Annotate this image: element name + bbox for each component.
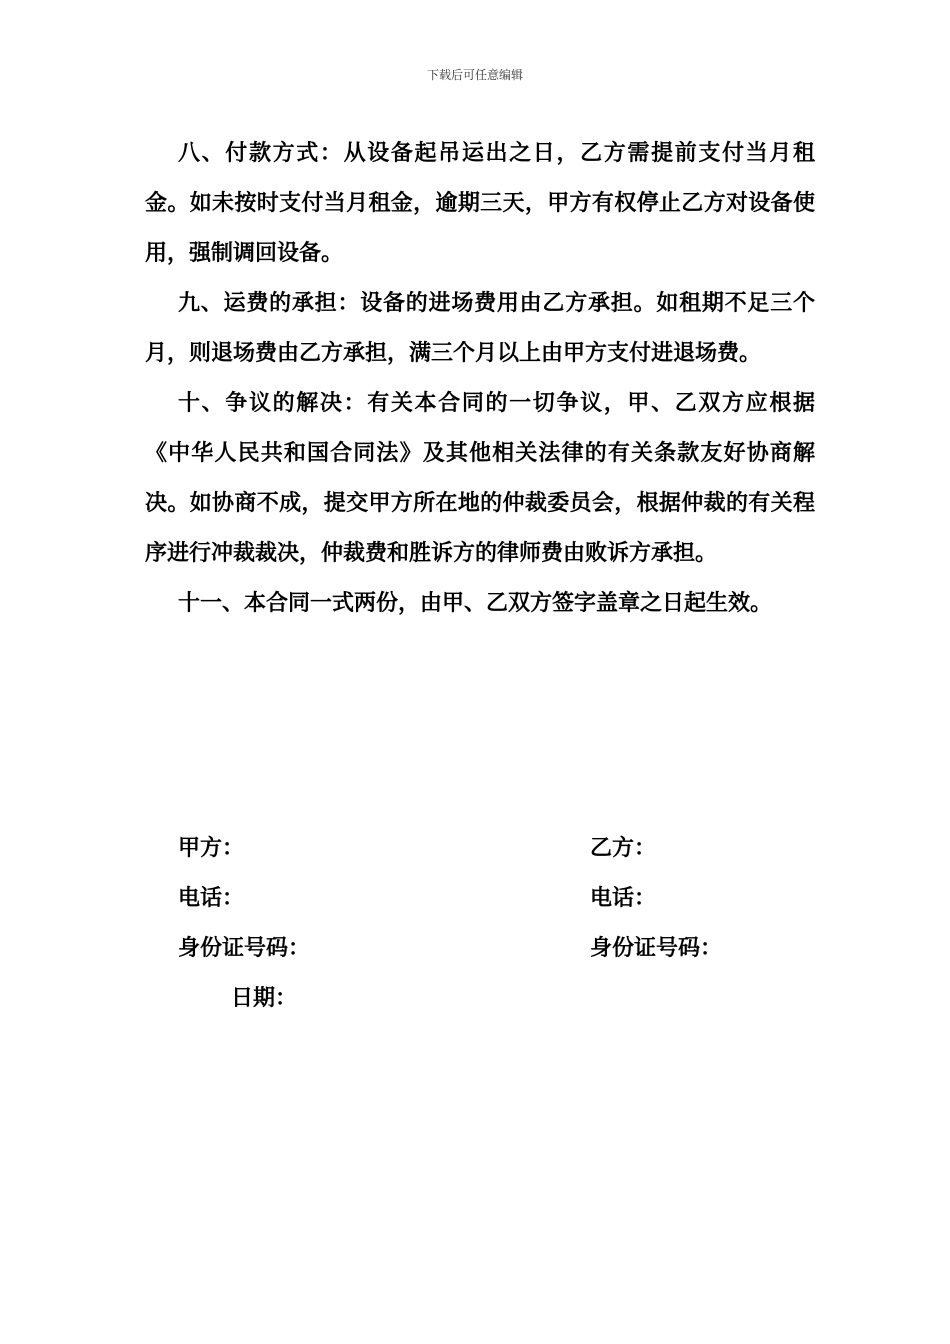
clause-freight: 九、运费的承担：设备的进场费用由乙方承担。如租期不足三个月，则退场费由乙方承担，满三个月以上由甲方支付进退场费。 [145,290,815,366]
party-b-phone-label: 电话： [590,885,657,911]
party-b-label: 乙方： [590,835,657,861]
party-a-id-label: 身份证号码： [178,935,311,961]
clause-effectiveness: 十一、本合同一式两份，由甲、乙双方签字盖章之日起生效。 [178,590,773,616]
page-header-note: 下载后可任意编辑 [426,68,523,82]
party-a-label: 甲方： [178,835,245,861]
clause-payment-method: 八、付款方式：从设备起吊运出之日，乙方需提前支付当月租金。如未按时支付当月租金，逾期三天，甲方有权停止乙方对设备使用，强制调回设备。 [145,140,815,266]
clause-dispute-resolution: 十、争议的解决：有关本合同的一切争议，甲、乙双方应根据《中华人民共和国合同法》及其他相关法律的有关条款友好协商解决。如协商不成，提交甲方所在地的仲裁委员会，根据仲裁的有关程序进行冲裁裁决，仲裁费和胜诉方的律师费由败诉方承担。 [145,390,815,566]
party-a-phone-label: 电话： [178,885,245,911]
party-b-id-label: 身份证号码： [590,935,723,961]
date-label: 日期： [231,985,298,1011]
contract-body [145,128,815,628]
